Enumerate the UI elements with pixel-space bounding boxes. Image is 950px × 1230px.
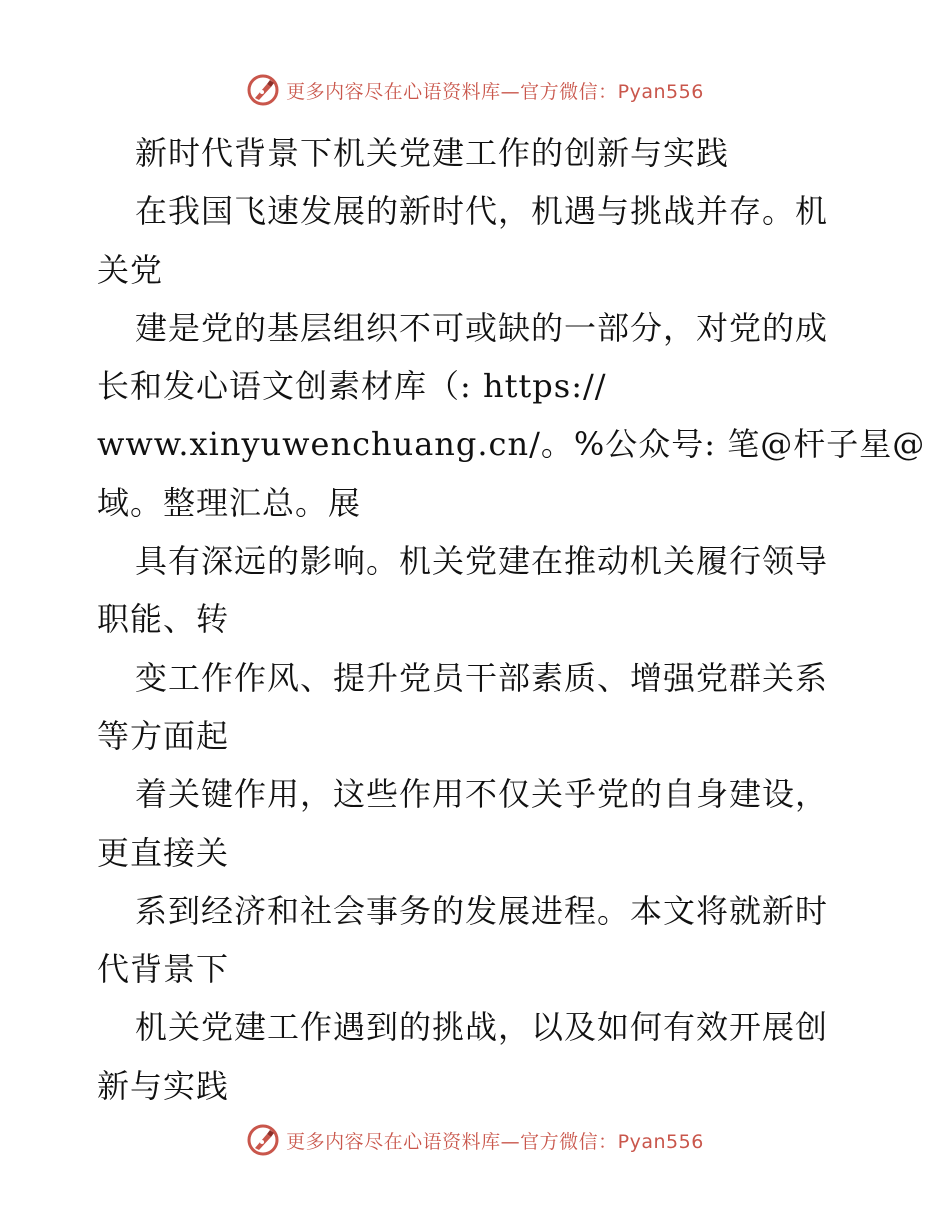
text-line: 系到经济和社会事务的发展进程。本文将就新时 xyxy=(135,891,829,930)
text-line: 关党 xyxy=(97,250,164,289)
text-line: 建是党的基层组织不可或缺的一部分，对党的成 xyxy=(135,308,829,347)
text-line: 代背景下 xyxy=(97,950,230,989)
text-line: 在我国飞速发展的新时代，机遇与挑战并存。机 xyxy=(135,192,829,231)
header-watermark-text: 更多内容尽在心语资料库—官方微信：Pyan556 xyxy=(286,80,704,103)
document-body xyxy=(97,124,926,1115)
text-line: 更直接关 xyxy=(97,833,230,872)
text-line: www.xinyuwenchuang.cn/。%公众号: 笔@杆子星@ xyxy=(97,425,926,464)
text-line: 职能、转 xyxy=(97,600,230,639)
text-line: 新时代背景下机关党建工作的创新与实践 xyxy=(135,134,730,172)
text-line: 长和发心语文创素材库（: https:// xyxy=(97,367,607,406)
text-line: 域。整理汇总。展 xyxy=(97,483,362,522)
text-line: 机关党建工作遇到的挑战，以及如何有效开展创 xyxy=(135,1008,829,1047)
footer-watermark-text: 更多内容尽在心语资料库—官方微信：Pyan556 xyxy=(286,1130,704,1153)
footer-watermark xyxy=(0,1120,950,1160)
pen-logo-icon xyxy=(246,1123,280,1157)
header-watermark xyxy=(0,70,950,110)
text-line: 着关键作用，这些作用不仅关乎党的自身建设， xyxy=(135,775,829,814)
text-line: 变工作作风、提升党员干部素质、增强党群关系 xyxy=(135,658,829,697)
text-line: 新与实践 xyxy=(97,1066,230,1105)
text-line: 具有深远的影响。机关党建在推动机关履行领导 xyxy=(135,542,829,581)
text-line: 等方面起 xyxy=(97,716,230,755)
pen-logo-icon xyxy=(246,73,280,107)
